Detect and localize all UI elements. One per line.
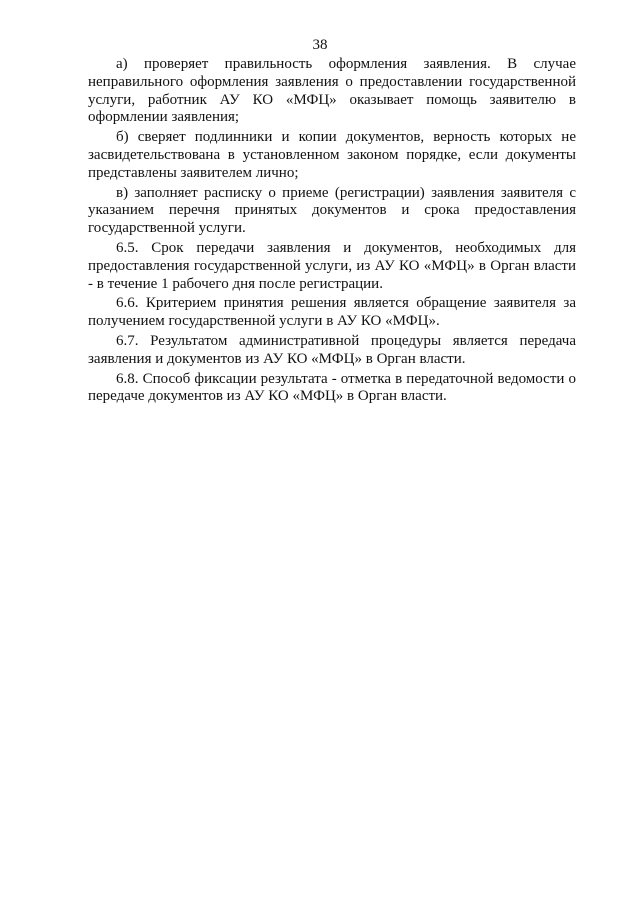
paragraph-6-7: 6.7. Результатом административной процедуры является передача заявления и документов из АУ КО «МФЦ» в Орган власти.: [88, 332, 576, 367]
document-body: [88, 56, 576, 408]
paragraph-6-6: 6.6. Критерием принятия решения является обращение заявителя за получением государственной услуги в АУ КО «МФЦ».: [88, 295, 576, 330]
paragraph-6-8: 6.8. Способ фиксации результата - отметка в передаточной ведомости о передаче документов из АУ КО «МФЦ» в Орган власти.: [88, 370, 576, 405]
paragraph-a: а) проверяет правильность оформления заявления. В случае неправильного оформления заявления о предоставлении государственной услуги, работник АУ КО «МФЦ» оказывает помощь заявителю в оформлении заявления;: [88, 56, 576, 126]
paragraph-c: в) заполняет расписку о приеме (регистрации) заявления заявителя с указанием перечня принятых документов и срока предоставления государственной услуги.: [88, 184, 576, 237]
paragraph-b: б) сверяет подлинники и копии документов, верность которых не засвидетельствована в установленном законом порядке, если документы представлены заявителем лично;: [88, 129, 576, 181]
page-number: 38: [312, 37, 328, 53]
paragraph-6-5: 6.5. Срок передачи заявления и документов, необходимых для предоставления государственной услуги, из АУ КО «МФЦ» в Орган власти - в течение 1 рабочего дня после регистрации.: [88, 239, 576, 292]
